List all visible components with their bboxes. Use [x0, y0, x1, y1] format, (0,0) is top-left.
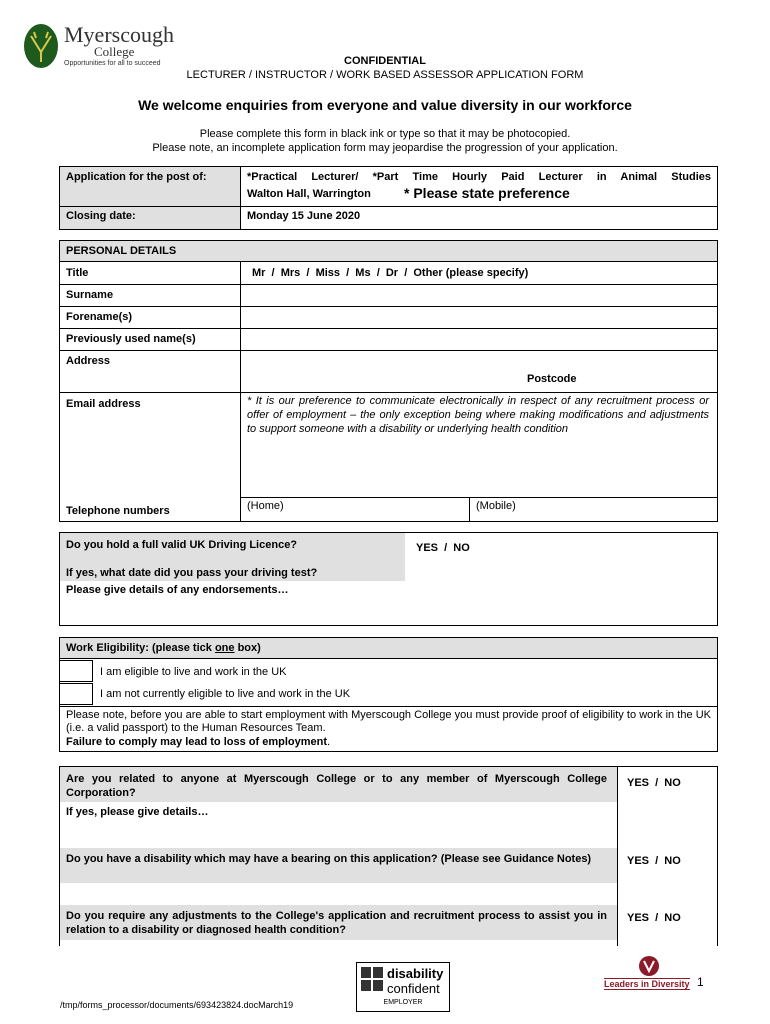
not-eligible-checkbox[interactable] — [59, 683, 93, 705]
address-field[interactable] — [241, 351, 717, 392]
intro-line-2: Please note, an incomplete application form may jeopardise the progression of your application. — [152, 142, 618, 154]
eligibility-heading: Work Eligibility: (please tick one box) — [66, 642, 261, 654]
confidential-label: CONFIDENTIAL — [344, 55, 426, 67]
forenames-field[interactable] — [241, 307, 717, 328]
not-eligible-option-label: I am not currently eligible to live and work in the UK — [100, 688, 351, 700]
previous-names-field[interactable] — [241, 329, 717, 350]
disability-confident-icon — [361, 967, 383, 993]
eligibility-note: Please note, before you are able to start employment with Myerscough College you must provide proof of eligibility to work in the UK (i.e. a valid passport) to the Human Resources Team. — [66, 709, 711, 734]
telephone-label: Telephone numbers — [66, 505, 170, 517]
mobile-phone-label[interactable]: (Mobile) — [476, 500, 516, 512]
driving-test-question: If yes, what date did you pass your driving test? — [66, 567, 318, 579]
email-label: Email address — [66, 398, 141, 410]
email-note: * It is our preference to communicate electronically in respect of any recruitment process or offer of employment – the only exception being where making modifications and adjustments to support someone with a disability or underlying health condition — [247, 395, 709, 435]
title-options[interactable]: Mr / Mrs / Miss / Ms / Dr / Other (please specify) — [252, 267, 529, 279]
form-title: LECTURER / INSTRUCTOR / WORK BASED ASSESSOR APPLICATION FORM — [186, 69, 584, 81]
related-question: Are you related to anyone at Myerscough College or to any member of Myerscough College Corporation? — [66, 773, 607, 799]
title-label: Title — [66, 267, 89, 279]
related-details-prompt: If yes, please give details… — [66, 806, 209, 818]
eligibility-warning: Failure to comply may lead to loss of employment. — [66, 736, 331, 748]
logo-sub: College — [94, 44, 135, 59]
disability-answer[interactable]: YES / NO — [627, 855, 681, 867]
endorsements-question: Please give details of any endorsements… — [66, 584, 289, 596]
related-answer[interactable]: YES / NO — [627, 777, 681, 789]
disability-confident-logo — [356, 962, 450, 1012]
state-preference-note: * Please state preference — [404, 185, 570, 201]
lid-text: Leaders in Diversity — [604, 979, 690, 989]
dc-line-1: disability — [387, 966, 444, 981]
driving-licence-question: Do you hold a full valid UK Driving Licence? — [66, 539, 298, 551]
closing-date-label: Closing date: — [66, 210, 136, 222]
post-label: Application for the post of: — [66, 171, 207, 183]
address-label: Address — [66, 355, 111, 367]
disability-question: Do you have a disability which may have a bearing on this application? (Please see Guidance Notes) — [66, 853, 592, 865]
post-value-line-1: *Practical Lecturer/ *Part Time Hourly Paid Lecturer in Animal Studies — [247, 171, 711, 183]
leaders-in-diversity-logo — [602, 955, 696, 995]
footer-path: /tmp/forms_processor/documents/693423824.docMarch19 — [60, 1000, 294, 1010]
postcode-label: Postcode — [527, 373, 577, 385]
logo-tagline: Opportunities for all to succeed — [64, 60, 161, 67]
adjustments-question: Do you require any adjustments to the College's application and recruitment process to assist you in relation to a disability or diagnosed health condition? — [66, 910, 607, 936]
dc-line-3: EMPLOYER — [383, 999, 423, 1006]
driving-licence-answer[interactable]: YES / NO — [416, 542, 470, 554]
previous-names-label: Previously used name(s) — [66, 333, 196, 345]
post-value-line-2: Walton Hall, Warrington — [247, 188, 371, 200]
eligible-checkbox[interactable] — [59, 660, 93, 682]
intro-line-1: Please complete this form in black ink or type so that it may be photocopied. — [199, 128, 571, 140]
forenames-label: Forename(s) — [66, 311, 133, 323]
page-number: 1 — [697, 975, 704, 989]
dc-line-2: confident — [387, 981, 440, 996]
surname-label: Surname — [66, 289, 114, 301]
home-phone-label[interactable]: (Home) — [247, 500, 284, 512]
welcome-heading: We welcome enquiries from everyone and value diversity in our workforce — [138, 97, 632, 113]
adjustments-answer[interactable]: YES / NO — [627, 912, 681, 924]
closing-date-value: Monday 15 June 2020 — [247, 210, 361, 222]
logo-name: Myerscough — [64, 22, 174, 47]
surname-field[interactable] — [241, 285, 717, 306]
personal-details-heading: PERSONAL DETAILS — [66, 245, 177, 257]
eligible-option-label: I am eligible to live and work in the UK — [100, 666, 287, 678]
leaders-in-diversity-icon — [636, 955, 662, 977]
